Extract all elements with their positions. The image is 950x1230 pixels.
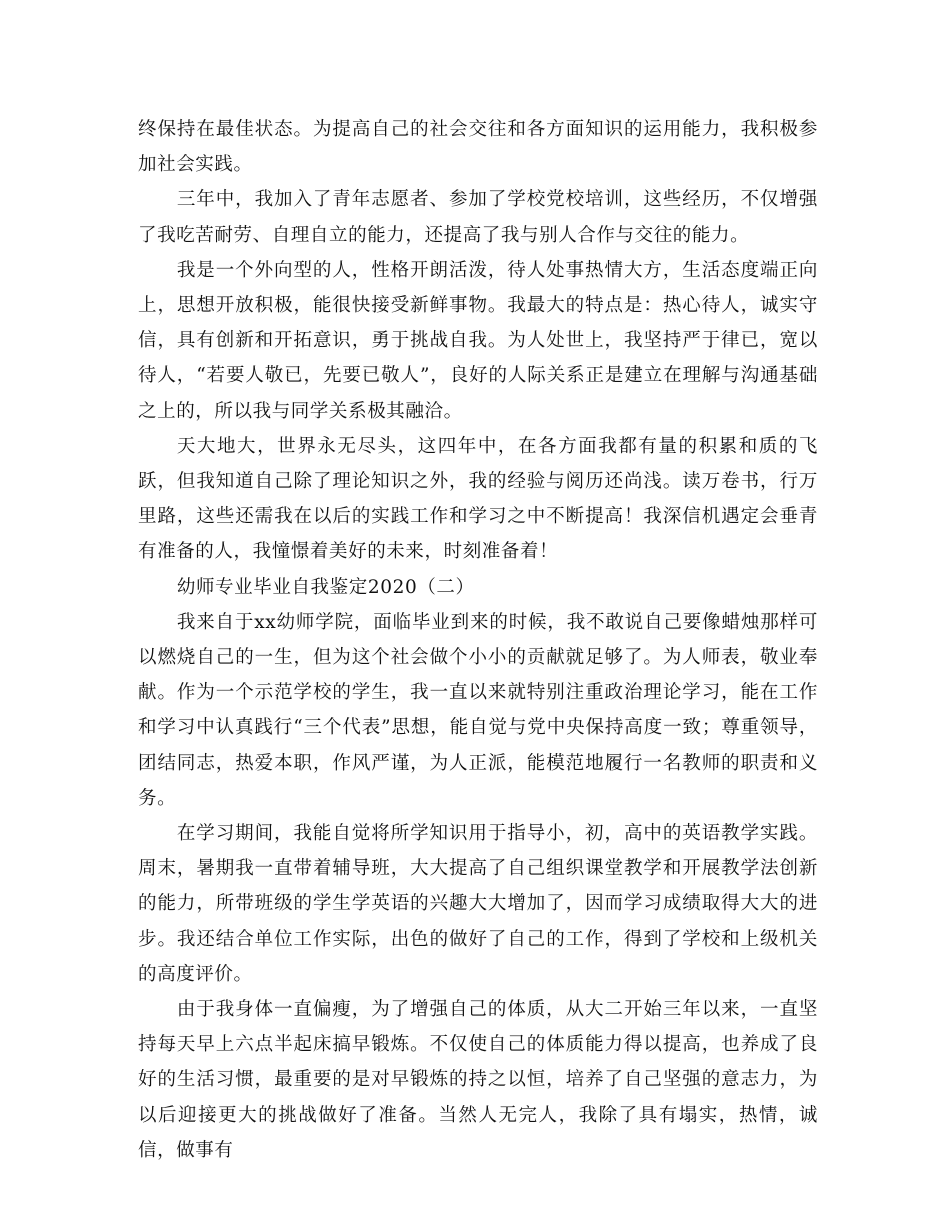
paragraph-6: 在学习期间，我能自觉将所学知识用于指导小，初，高中的英语教学实践。周末，暑期我一直带着辅导班，大大提高了自己组织课堂教学和开展教学法创新的能力，所带班级的学生学英语的兴趣大大增加了，因而学习成绩取得大大的进步。我还结合单位工作实际，出色的做好了自己的工作，得到了学校和上级机关的高度评价。 <box>138 823 818 985</box>
paragraph-7: 由于我身体一直偏瘦，为了增强自己的体质，从大二开始三年以来，一直坚持每天早上六点半起床搞早锻炼。不仅使自己的体质能力得以提高，也养成了良好的生活习惯，最重要的是对早锻炼的持之以恒，培养了自己坚强的意志力，为以后迎接更大的挑战做好了准备。当然人无完人，我除了具有塌实，热情，诚信，做事有 <box>138 999 818 1161</box>
document-body <box>138 112 818 1168</box>
paragraph-1: 终保持在最佳状态。为提高自己的社会交往和各方面知识的运用能力，我积极参加社会实践。 <box>138 119 818 176</box>
paragraph-5: 我来自于xx幼师学院，面临毕业到来的时候，我不敢说自己要像蜡烛那样可以燃烧自己的一生，但为这个社会做个小小的贡献就足够了。为人师表，敬业奉献。作为一个示范学校的学生，我一直以来就特别注重政治理论学习，能在工作和学习中认真践行“三个代表”思想，能自觉与党中央保持高度一致；尊重领导，团结同志，热爱本职，作风严谨，为人正派，能模范地履行一名教师的职责和义务。 <box>138 611 818 809</box>
paragraph-3: 我是一个外向型的人，性格开朗活泼，待人处事热情大方，生活态度端正向上，思想开放积极，能很快接受新鲜事物。我最大的特点是：热心待人，诚实守信，具有创新和开拓意识，勇于挑战自我。为人处世上，我坚持严于律已，宽以待人，“若要人敬已，先要已敬人”，良好的人际关系正是建立在理解与沟通基础之上的，所以我与同学关系极其融洽。 <box>138 259 818 422</box>
paragraph-4: 天大地大，世界永无尽头，这四年中，在各方面我都有量的积累和质的飞跃，但我知道自己除了理论知识之外，我的经验与阅历还尚浅。读万卷书，行万里路，这些还需我在以后的实践工作和学习之中不断提高！我深信机遇定会垂青有准备的人，我憧憬着美好的未来，时刻准备着！ <box>138 435 818 563</box>
section-heading: 幼师专业毕业自我鉴定2020（二） <box>176 576 475 598</box>
paragraph-2: 三年中，我加入了青年志愿者、参加了学校党校培训，这些经历，不仅增强了我吃苦耐劳、自理自立的能力，还提高了我与别人合作与交往的能力。 <box>138 189 818 246</box>
